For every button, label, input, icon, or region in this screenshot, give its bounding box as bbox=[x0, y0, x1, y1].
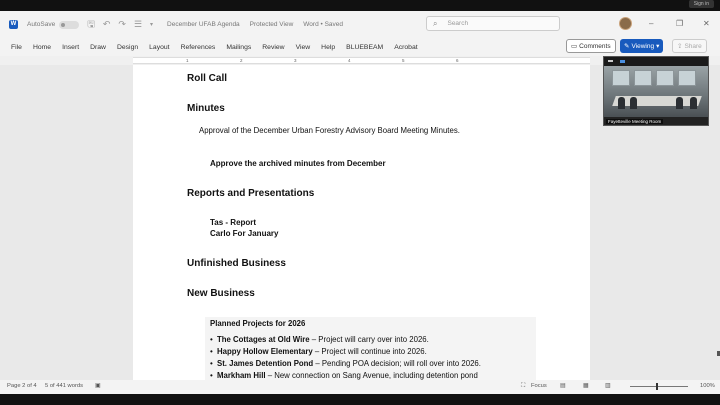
undo-icon[interactable]: ↶ bbox=[102, 19, 111, 29]
new-business-heading: New Business bbox=[187, 288, 255, 299]
minutes-text: Approval of the December Urban Forestry Advisory Board Meeting Minutes. bbox=[199, 126, 460, 135]
page-count[interactable]: Page 2 of 4 bbox=[7, 383, 37, 389]
sign-in-button[interactable]: Sign in bbox=[689, 0, 714, 8]
word-count[interactable]: 5 of 441 words bbox=[45, 383, 84, 389]
tab-acrobat[interactable]: Acrobat bbox=[394, 43, 418, 51]
focus-label[interactable]: Focus bbox=[531, 383, 547, 389]
proofing-icon[interactable]: ▣ bbox=[95, 383, 101, 389]
viewing-label: Viewing bbox=[631, 42, 655, 50]
viewing-mode-button[interactable] bbox=[620, 39, 663, 53]
project-detail: – Project will continue into 2026. bbox=[312, 347, 427, 356]
ruler-mark: 1 bbox=[186, 58, 189, 63]
reports-heading: Reports and Presentations bbox=[187, 188, 315, 199]
ruler-mark: 2 bbox=[240, 58, 243, 63]
focus-icon[interactable]: ⛶ bbox=[521, 383, 526, 389]
customize-toolbar-icon[interactable]: ▾ bbox=[150, 22, 154, 28]
share-button[interactable] bbox=[672, 39, 707, 53]
tab-help[interactable]: Help bbox=[321, 43, 336, 51]
search-icon: ⌕ bbox=[433, 18, 438, 28]
project-name: St. James Detention Pond bbox=[217, 359, 314, 368]
document-title[interactable]: December UFAB Agenda bbox=[167, 21, 240, 28]
restore-button[interactable]: ❐ bbox=[676, 19, 684, 28]
tab-file[interactable]: File bbox=[11, 43, 22, 51]
meeting-room-video bbox=[604, 66, 708, 117]
roll-call-heading: Roll Call bbox=[187, 73, 228, 84]
project-detail: – New connection on Sang Avenue, including detention pond bbox=[265, 371, 478, 380]
share-label: Share bbox=[684, 42, 702, 50]
tab-mailings[interactable]: Mailings bbox=[226, 43, 252, 51]
document-page[interactable] bbox=[133, 65, 590, 380]
minimize-video-icon[interactable] bbox=[608, 60, 613, 62]
list-item bbox=[205, 358, 536, 370]
zoom-level[interactable]: 100% bbox=[700, 383, 715, 389]
list-item bbox=[205, 370, 536, 380]
avatar[interactable] bbox=[619, 17, 632, 30]
tab-view[interactable]: View bbox=[295, 43, 311, 51]
pencil-icon: ✎ bbox=[624, 43, 630, 50]
bottom-strip bbox=[0, 394, 720, 405]
video-label: Fayetteville Meeting Room bbox=[608, 119, 662, 124]
read-mode-icon[interactable]: ▤ bbox=[560, 383, 566, 389]
autosave-toggle[interactable] bbox=[59, 21, 79, 29]
horizontal-ruler[interactable] bbox=[133, 57, 590, 64]
project-detail: – Pending POA decision; will roll over into 2026. bbox=[313, 359, 481, 368]
autosave-label: AutoSave bbox=[27, 21, 56, 28]
zoom-slider[interactable] bbox=[630, 386, 688, 387]
ruler-mark: 5 bbox=[402, 58, 405, 63]
unfinished-business-heading: Unfinished Business bbox=[187, 258, 286, 269]
bullet-icon: • bbox=[210, 359, 213, 368]
comments-button[interactable] bbox=[566, 39, 616, 53]
project-name: The Cottages at Old Wire bbox=[217, 335, 310, 344]
tab-references[interactable]: References bbox=[180, 43, 216, 51]
video-indicator-icon bbox=[620, 60, 625, 63]
word-logo-icon: W bbox=[10, 21, 17, 27]
top-strip bbox=[0, 0, 720, 11]
video-controls bbox=[604, 57, 708, 66]
tab-bluebeam[interactable]: BLUEBEAM bbox=[346, 43, 384, 51]
projects-title: Planned Projects for 2026 bbox=[210, 319, 306, 328]
bullet-icon: • bbox=[210, 335, 213, 344]
minutes-heading: Minutes bbox=[187, 103, 225, 114]
project-name: Markham Hill bbox=[217, 371, 266, 380]
tab-design[interactable]: Design bbox=[116, 43, 139, 51]
save-icon[interactable]: 🖫 bbox=[87, 18, 95, 29]
chevron-down-icon: ▾ bbox=[656, 43, 660, 50]
archived-minutes-text: Approve the archived minutes from December bbox=[210, 159, 386, 168]
ruler-mark: 4 bbox=[348, 58, 351, 63]
tab-layout[interactable]: Layout bbox=[149, 43, 170, 51]
planned-projects-box bbox=[205, 317, 536, 380]
tab-draw[interactable]: Draw bbox=[90, 43, 106, 51]
minimize-button[interactable]: – bbox=[649, 19, 654, 28]
print-layout-icon[interactable]: ▦ bbox=[583, 383, 589, 389]
project-detail: – Project will carry over into 2026. bbox=[309, 335, 429, 344]
title-bar bbox=[0, 11, 720, 38]
share-icon: ⇪ bbox=[677, 43, 683, 50]
status-bar bbox=[0, 380, 720, 394]
list-item bbox=[205, 334, 536, 346]
report-line-1: Tas - Report bbox=[210, 218, 257, 227]
ribbon-tabs bbox=[0, 38, 720, 56]
ruler-mark: 3 bbox=[294, 58, 297, 63]
tab-home[interactable]: Home bbox=[32, 43, 52, 51]
bullet-icon: • bbox=[210, 347, 213, 356]
close-button[interactable]: ✕ bbox=[703, 19, 710, 28]
report-line-2: Carlo For January bbox=[210, 229, 279, 238]
tab-insert[interactable]: Insert bbox=[62, 43, 80, 51]
zoom-slider-thumb[interactable] bbox=[656, 383, 658, 390]
protected-view-label: Protected View bbox=[249, 21, 294, 28]
bullet-icon: • bbox=[210, 371, 213, 380]
tab-review[interactable]: Review bbox=[262, 43, 285, 51]
projects-list bbox=[205, 334, 536, 380]
video-thumbnail[interactable] bbox=[603, 56, 709, 126]
touch-mode-icon[interactable]: ☰ bbox=[133, 19, 143, 29]
web-layout-icon[interactable]: ▥ bbox=[605, 383, 611, 389]
comments-label: Comments bbox=[579, 42, 611, 50]
list-item bbox=[205, 346, 536, 358]
search-placeholder: Search bbox=[447, 20, 469, 27]
save-status[interactable]: Word • Saved bbox=[303, 21, 344, 28]
redo-icon[interactable]: ↷ bbox=[118, 19, 126, 29]
project-name: Happy Hollow Elementary bbox=[217, 347, 313, 356]
search-box[interactable] bbox=[426, 16, 560, 31]
comment-icon: ▭ bbox=[571, 43, 578, 50]
ruler-mark: 6 bbox=[456, 58, 459, 63]
